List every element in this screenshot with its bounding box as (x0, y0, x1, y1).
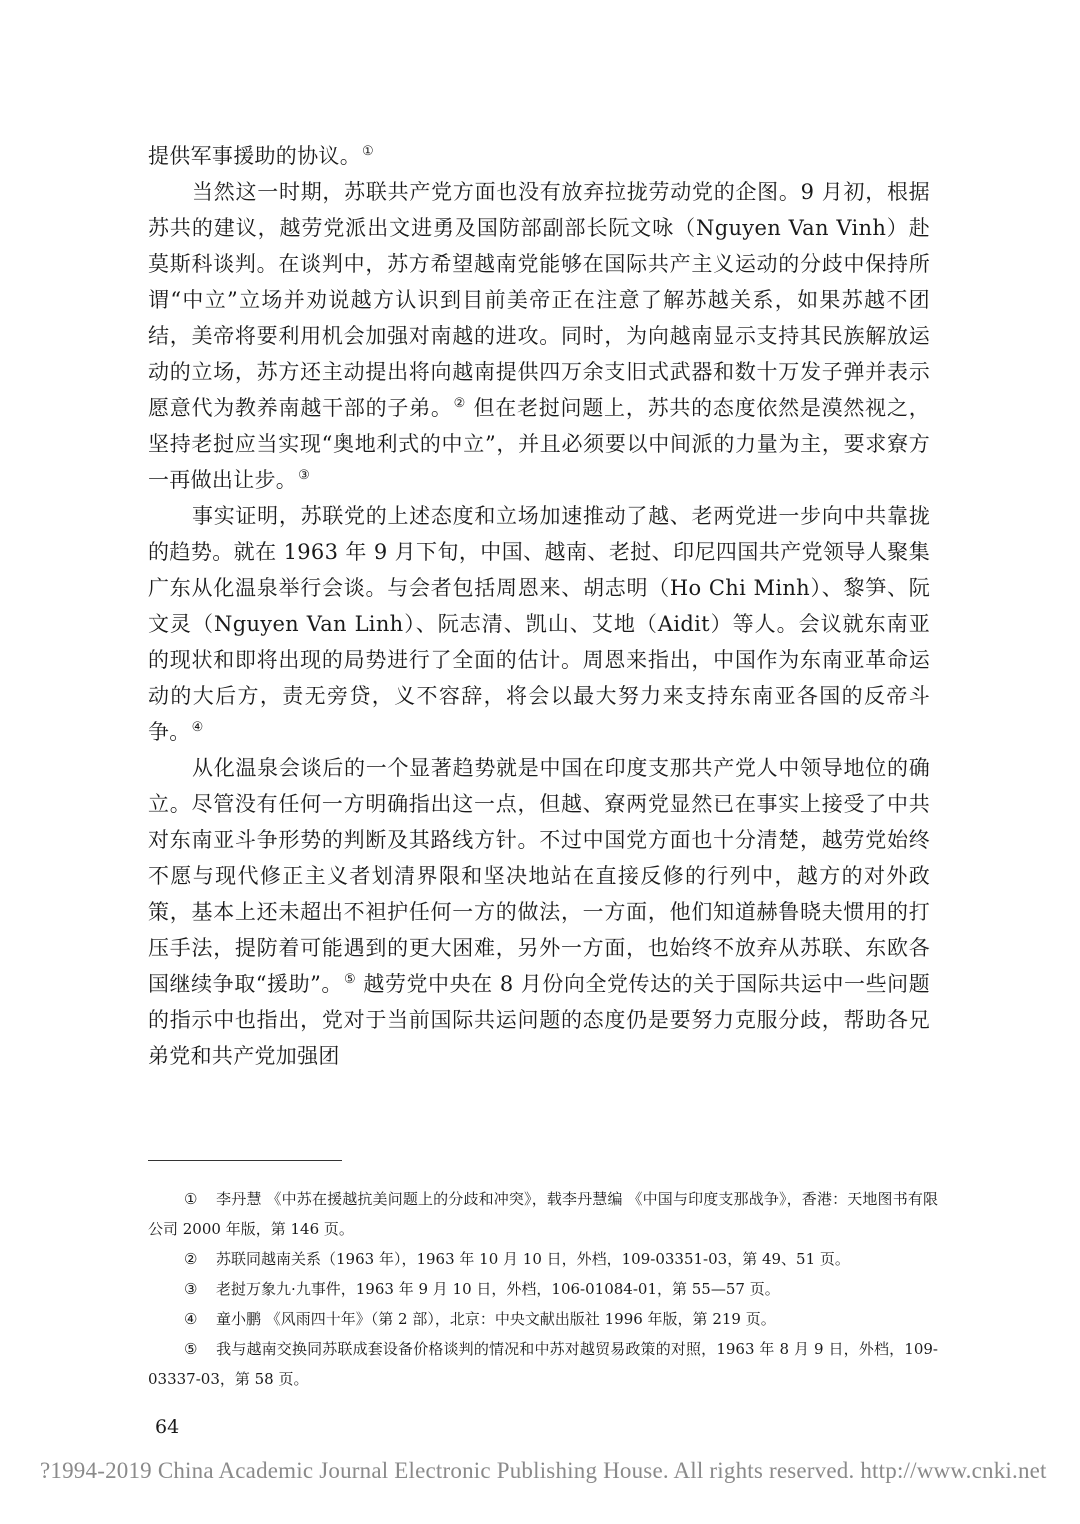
footnote-text: 童小鹏 《风雨四十年》（第 2 部），北京：中央文献出版社 1996 年版，第 219 页。 (216, 1310, 776, 1328)
paragraph-text-continued: 但在老挝问题上，苏共的态度依然是漠然视之，坚持老挝应当实现“奥地利式的中立”，并且必须要以中间派的力量为主，要求寮方一再做出让步。 (148, 396, 930, 492)
footnote-mark: ⑤ (184, 1340, 198, 1358)
paragraph-text-continued: 越劳党中央在 8 月份向全党传达的关于国际共运中一些问题的指示中也指出，党对于当前国际共运问题的态度仍是要努力克服分歧，帮助各兄弟党和共产党加强团 (148, 972, 930, 1068)
paragraph-text: 提供军事援助的协议。 (148, 144, 361, 168)
footnote-reference: ② (453, 396, 467, 411)
footnote-reference: ⑤ (343, 972, 357, 987)
paragraph-text: 当然这一时期，苏联共产党方面也没有放弃拉拢劳动党的企图。9 月初，根据苏共的建议，越劳党派出文进勇及国防部副部长阮文咏（Nguyen Van Vinh）赴莫斯科谈判。在谈判中，苏方希望越南党能够在国际共产主义运动的分歧中保持所谓“中立”立场并劝说越方认识到目前美帝正在注意了解苏越关系，如果苏越不团结，美帝将要利用机会加强对南越的进攻。同时，为向越南显示支持其民族解放运动的立场，苏方还主动提出将向越南提供四万余支旧式武器和数十万发子弹并表示愿意代为教养南越干部的子弟。 (148, 180, 930, 420)
paragraph-1 (148, 138, 930, 174)
paragraph-4 (148, 750, 930, 1074)
footnote-text: 苏联同越南关系（1963 年），1963 年 10 月 10 日，外档，109-03351-03，第 49、51 页。 (216, 1250, 850, 1268)
footnote-mark: ③ (184, 1280, 198, 1298)
footnotes (148, 1184, 938, 1394)
paragraph-text: 从化温泉会谈后的一个显著趋势就是中国在印度支那共产党人中领导地位的确立。尽管没有任何一方明确指出这一点，但越、寮两党显然已在事实上接受了中共对东南亚斗争形势的判断及其路线方针。不过中国党方面也十分清楚，越劳党始终不愿与现代修正主义者划清界限和坚决地站在直接反修的行列中，越方的对外政策，基本上还未超出不袒护任何一方的做法，一方面，他们知道赫鲁晓夫惯用的打压手法，提防着可能遇到的更大困难，另外一方面，也始终不放弃从苏联、东欧各国继续争取“援助”。 (148, 756, 930, 996)
footnote-divider (148, 1160, 342, 1161)
footnote-text: 我与越南交换同苏联成套设备价格谈判的情况和中苏对越贸易政策的对照，1963 年 8 月 9 日，外档，109-03337-03，第 58 页。 (148, 1340, 938, 1388)
footnote-4 (148, 1304, 938, 1334)
footnote-reference: ① (362, 144, 374, 159)
footnote-5 (148, 1334, 938, 1394)
footnote-reference: ④ (191, 720, 204, 735)
footnote-2 (148, 1244, 938, 1274)
footnote-mark: ② (184, 1250, 198, 1268)
paragraph-3 (148, 498, 930, 750)
footnote-1 (148, 1184, 938, 1244)
page-number: 64 (155, 1416, 180, 1438)
footnote-reference: ③ (298, 468, 311, 483)
footnote-mark: ④ (184, 1310, 198, 1328)
footnote-mark: ① (184, 1190, 198, 1208)
copyright-watermark: ?1994-2019 China Academic Journal Electronic Publishing House. All rights reserved. http://www.cnki.net (40, 1458, 1047, 1483)
footnote-3 (148, 1274, 938, 1304)
paragraph-text: 事实证明，苏联党的上述态度和立场加速推动了越、老两党进一步向中共靠拢的趋势。就在 1963 年 9 月下旬，中国、越南、老挝、印尼四国共产党领导人聚集广东从化温泉举行会谈。与会者包括周恩来、胡志明（Ho Chi Minh）、黎笋、阮文灵（Nguyen Van Linh）、阮志清、凯山、艾地（Aidit）等人。会议就东南亚的现状和即将出现的局势进行了全面的估计。周恩来指出，中国作为东南亚革命运动的大后方，责无旁贷，义不容辞，将会以最大努力来支持东南亚各国的反帝斗争。 (148, 504, 930, 744)
footnote-text: 老挝万象九·九事件，1963 年 9 月 10 日，外档，106-01084-01，第 55—57 页。 (216, 1280, 780, 1298)
body-text (148, 138, 930, 1074)
footnote-text: 李丹慧 《中苏在援越抗美问题上的分歧和冲突》，载李丹慧编 《中国与印度支那战争》，香港：天地图书有限公司 2000 年版，第 146 页。 (148, 1190, 938, 1238)
paragraph-2 (148, 174, 930, 498)
